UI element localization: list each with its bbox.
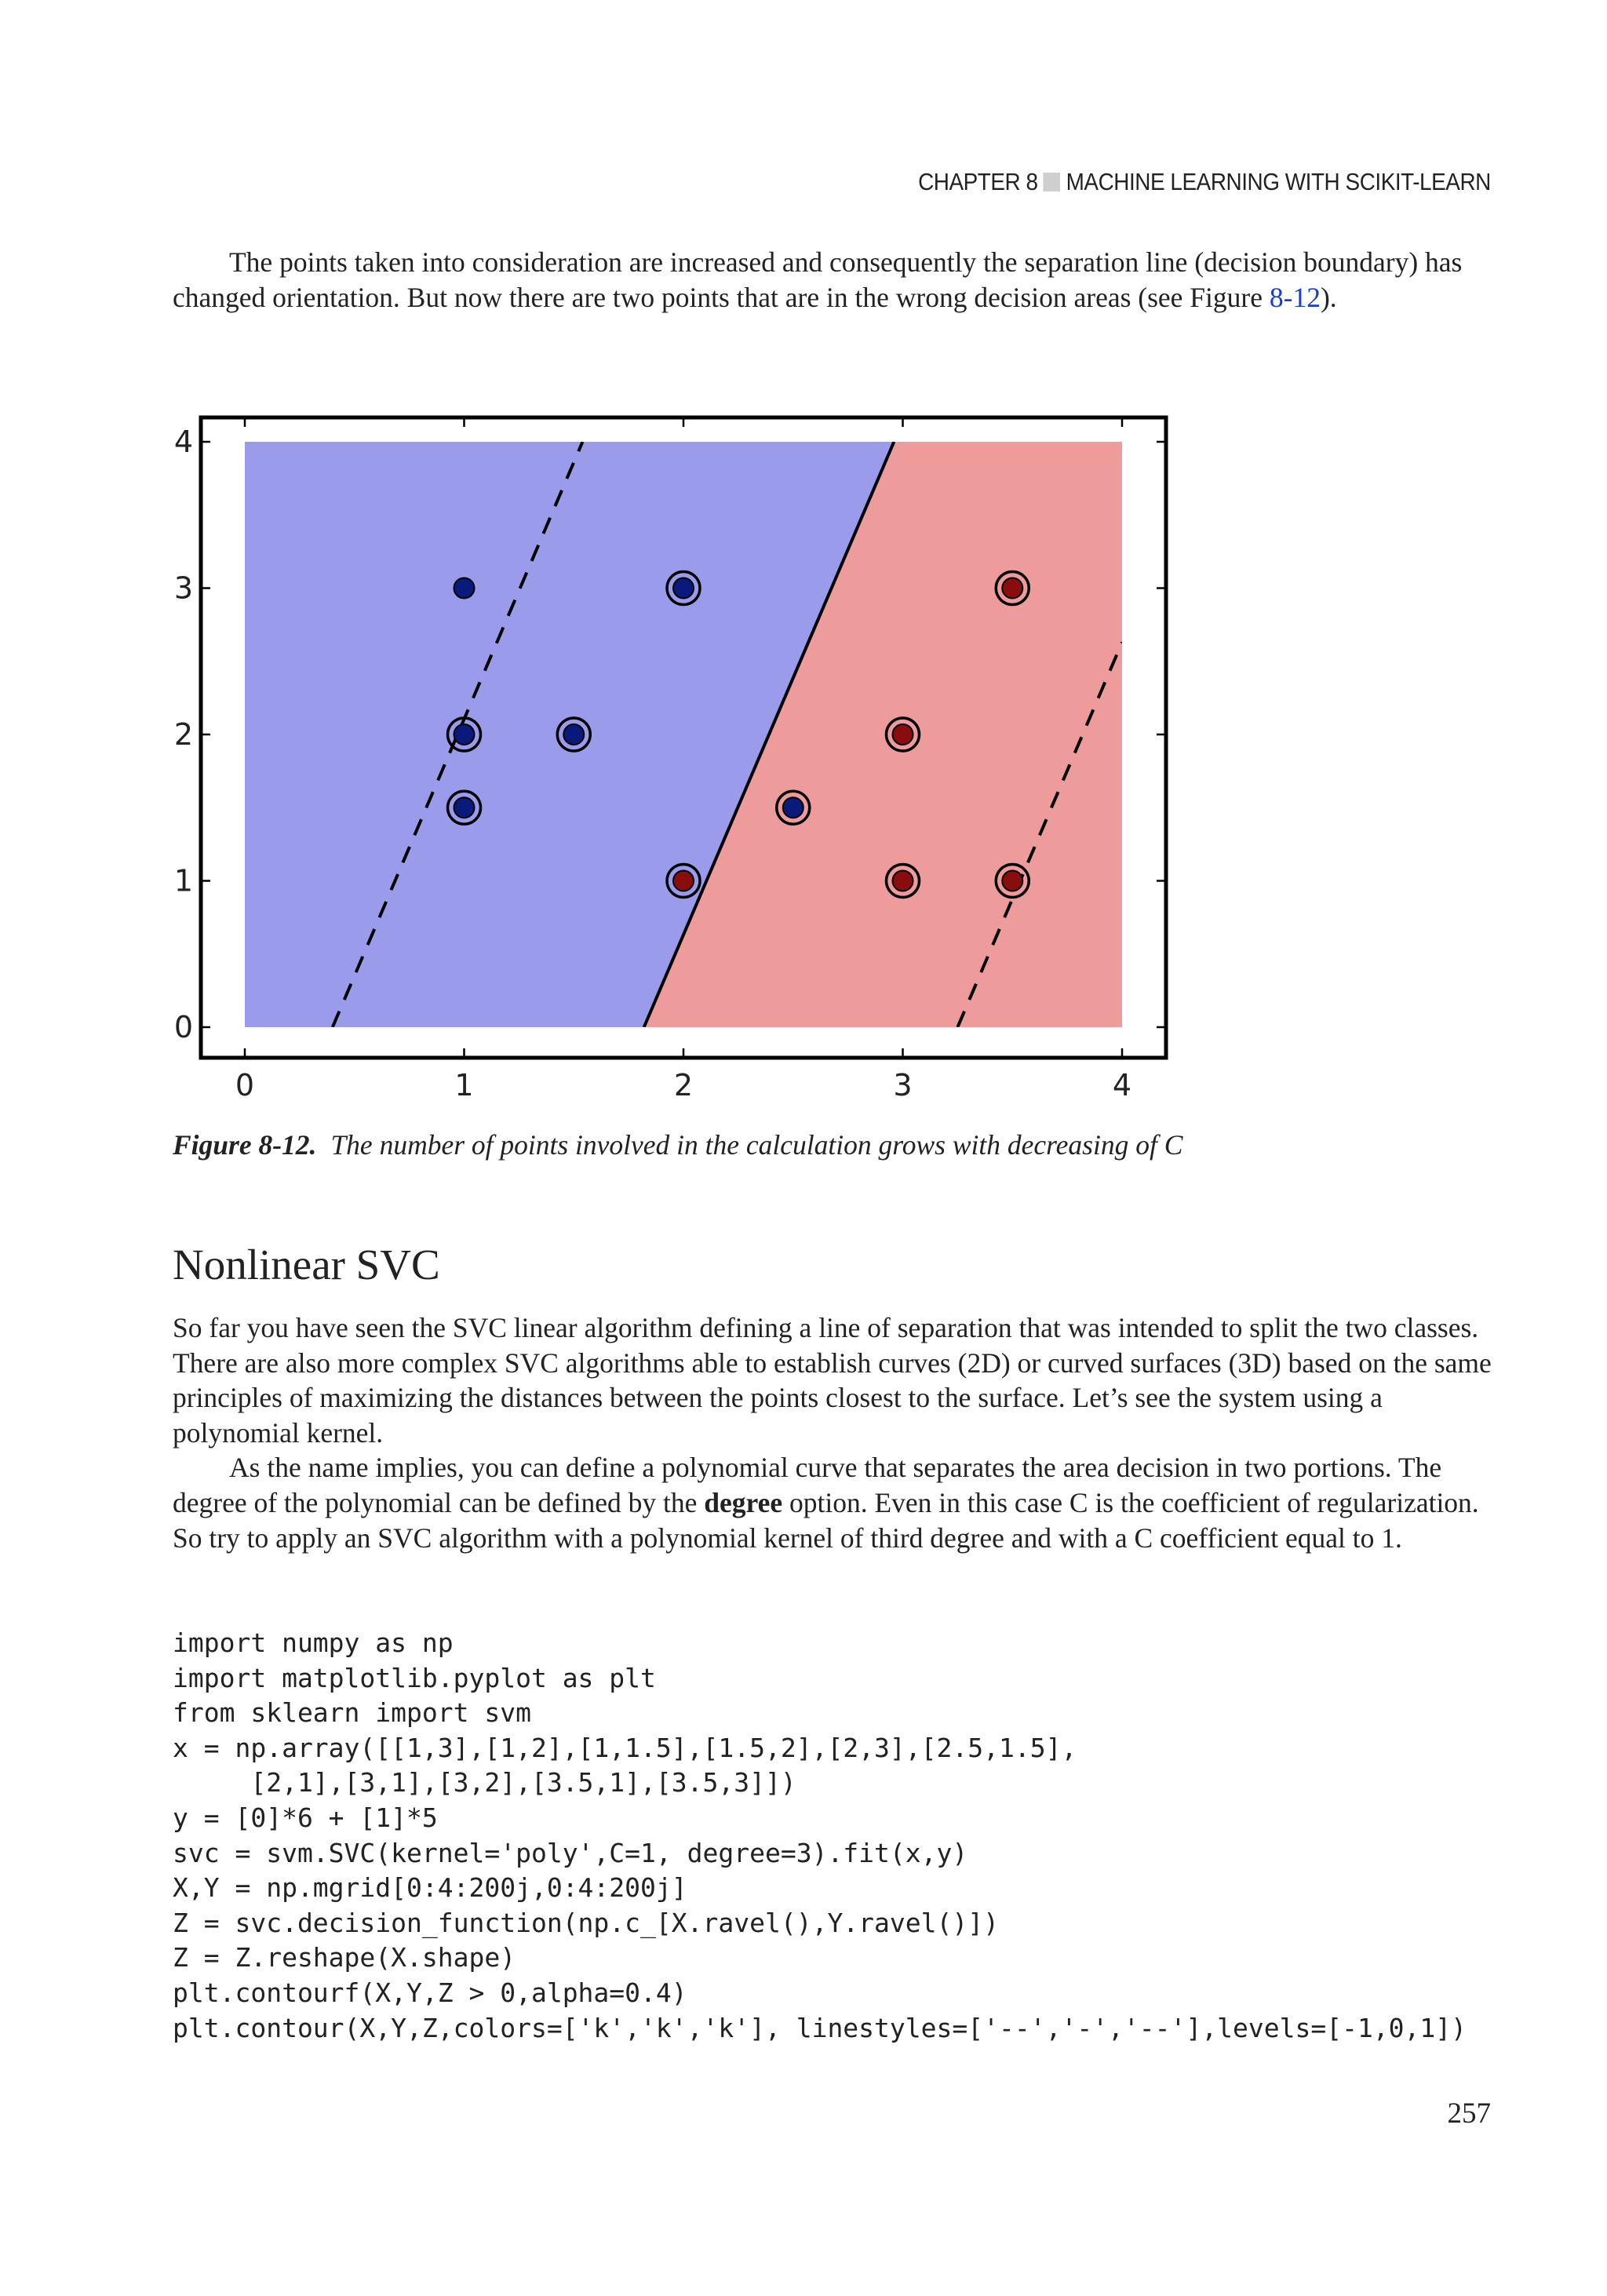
svm-decision-boundary-figure bbox=[169, 408, 1174, 1099]
x-tick-label: 0 bbox=[235, 1068, 255, 1099]
y-tick-label: 2 bbox=[173, 717, 193, 752]
figure-caption bbox=[173, 1128, 1507, 1161]
data-point-class0 bbox=[673, 578, 694, 599]
chapter-title: MACHINE LEARNING WITH SCIKIT-LEARN bbox=[1066, 168, 1491, 195]
section-body bbox=[173, 1310, 1499, 1555]
x-tick-label: 4 bbox=[1112, 1068, 1132, 1099]
data-point-class0 bbox=[454, 578, 475, 599]
x-tick-label: 2 bbox=[673, 1068, 694, 1099]
data-point-class0 bbox=[454, 797, 475, 818]
header-separator bbox=[1044, 173, 1061, 191]
x-tick-label: 3 bbox=[893, 1068, 913, 1099]
data-point-class0 bbox=[454, 724, 475, 745]
y-tick-label: 3 bbox=[173, 570, 193, 606]
chapter-label: CHAPTER 8 bbox=[918, 168, 1038, 195]
paragraph-polynomial bbox=[173, 1450, 1499, 1555]
figure-label: Figure 8-12. bbox=[173, 1129, 317, 1161]
code-listing: import numpy as np import matplotlib.pyplot as plt from sklearn import svm x = np.array([[1,3],[1,2],[1,1.5],[1.5,2],[2,3],[2.5,1.5], [2,1],[3,1],[3,2],[3.5,1],[3.5,3]]) y = [0]*6 + [1]*5 svc = svm.SVC(kernel='poly',C=1, degree=3).fit(x,y) X,Y = np.mgrid[0:4:200j,0:4:200j] Z = svc.decision_function(np.c_[X.ravel(),Y.ravel()]) Z = Z.reshape(X.shape) plt.contourf(X,Y,Z > 0,alpha=0.4) plt.contour(X,Y,Z,colors=['k','k','k'], linestyles=['--','-','--'],levels=[-1,0,1]) bbox=[173, 1627, 1467, 2043]
page-number: 257 bbox=[1447, 2097, 1491, 2130]
data-point-class0 bbox=[783, 797, 804, 818]
section-heading: Nonlinear SVC bbox=[173, 1241, 440, 1288]
data-point-class0 bbox=[563, 724, 584, 745]
degree-option: degree bbox=[704, 1486, 783, 1518]
x-tick-label: 1 bbox=[454, 1068, 474, 1099]
data-point-class1 bbox=[1002, 578, 1022, 599]
data-point-class1 bbox=[673, 871, 694, 891]
figure-caption-text: The number of points involved in the calculation grows with decreasing of C bbox=[330, 1129, 1183, 1161]
intro-text: The points taken into consideration are increased and consequently the separation line (decision boundary) has changed orientation. But now there are two points that are in the wrong decision areas (see Figure bbox=[173, 246, 1463, 313]
data-point-class1 bbox=[893, 871, 913, 891]
figure-reference-link[interactable]: 8-12 bbox=[1269, 281, 1321, 313]
data-point-class1 bbox=[893, 724, 913, 745]
y-tick-label: 4 bbox=[173, 425, 193, 459]
intro-text-end: ). bbox=[1320, 281, 1337, 313]
paragraph-polynomial-text-end: option. Even in this case C is the coefficient of regularization. So try to apply an SVC algorithm with a polynomial kernel of third degree and with a C coefficient equal to 1. bbox=[173, 1486, 1479, 1554]
paragraph-polynomial-text: As the name implies, you can define a polynomial curve that separates the area decision in two portions. The degree of the polynomial can be defined by the bbox=[173, 1452, 1442, 1518]
intro-paragraph bbox=[173, 245, 1499, 315]
paragraph-nonlinear-intro: So far you have seen the SVC linear algorithm defining a line of separation that was intended to split the two classes. There are also more complex SVC algorithms able to establish curves (2D) or curved surfaces (3D) based on the same principles of maximizing the distances between the points closest to the surface. Let’s see the system using a polynomial kernel. bbox=[173, 1312, 1492, 1449]
y-tick-label: 0 bbox=[173, 1010, 193, 1044]
scatter-plot bbox=[169, 408, 1174, 1099]
y-tick-label: 1 bbox=[173, 863, 193, 898]
data-point-class1 bbox=[1002, 871, 1022, 891]
running-header bbox=[918, 168, 1491, 196]
